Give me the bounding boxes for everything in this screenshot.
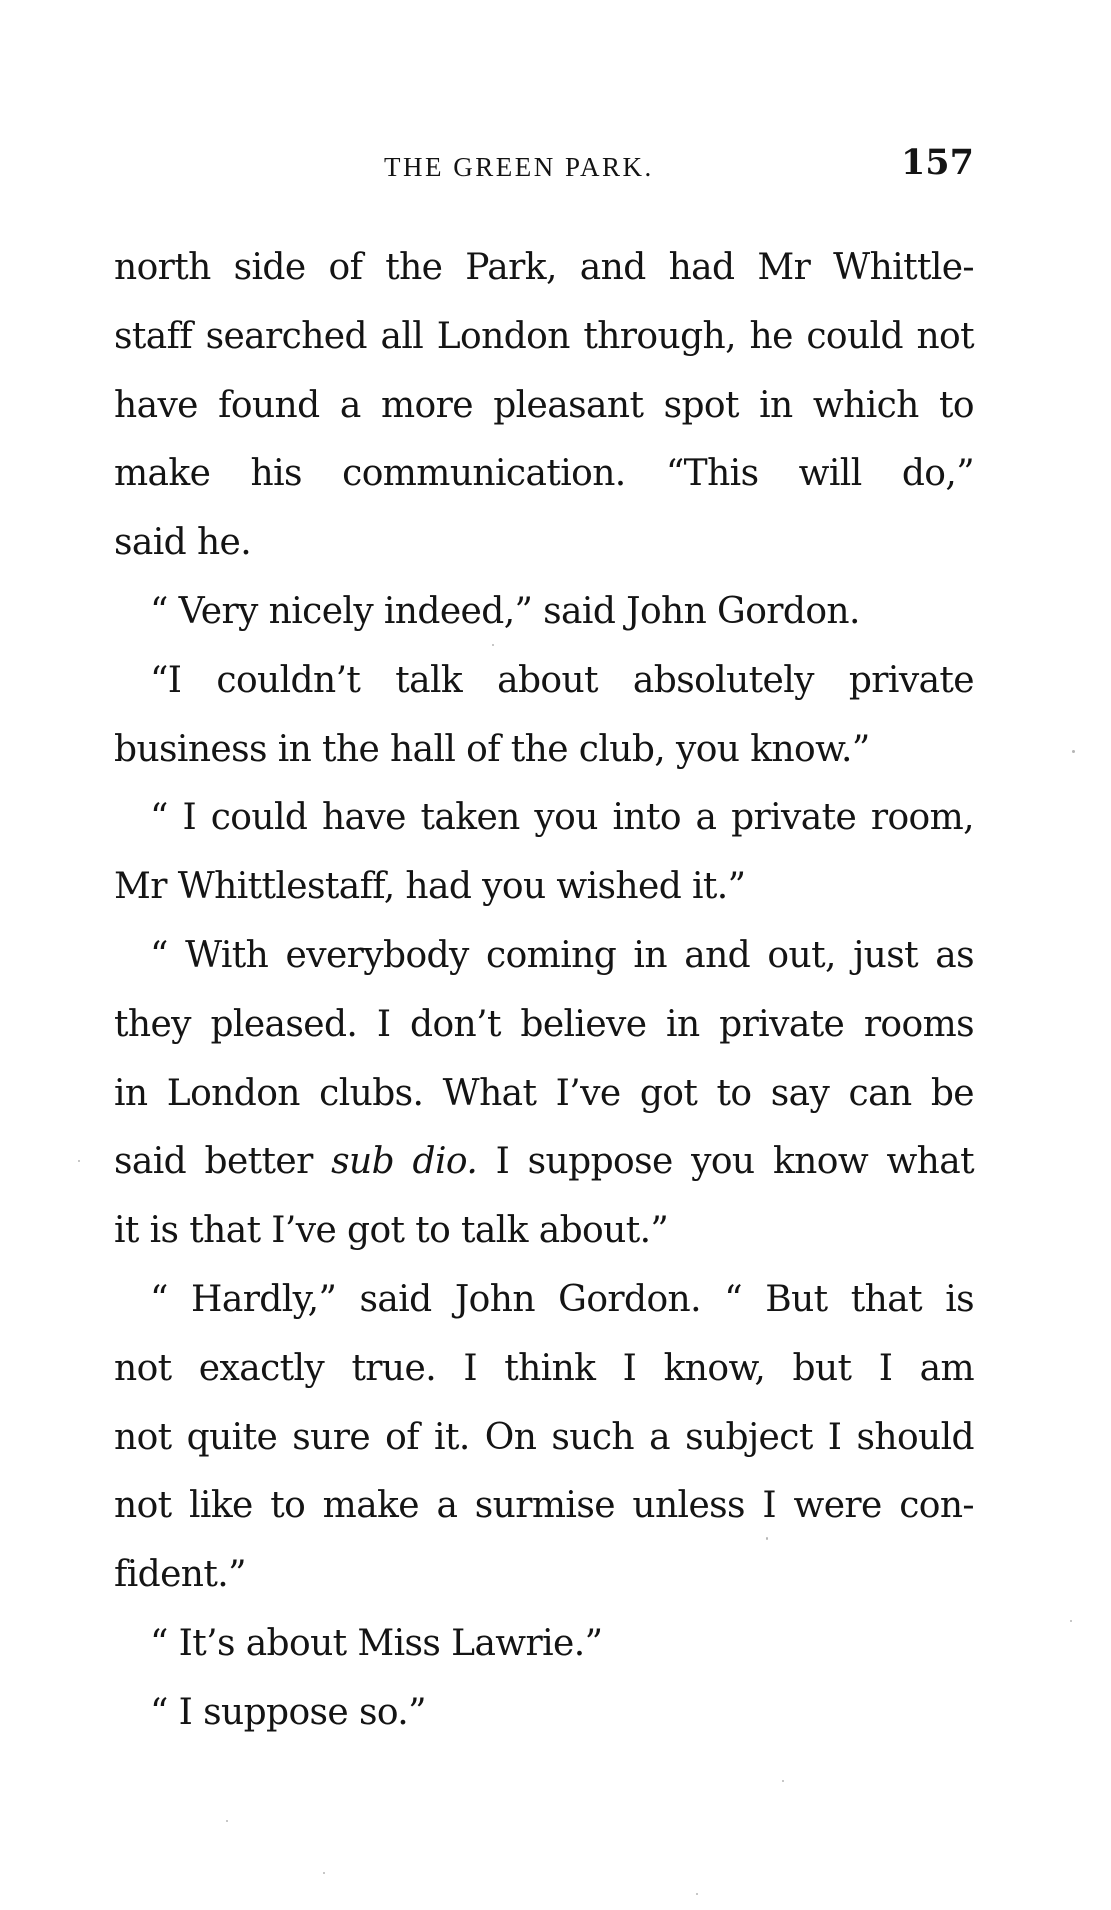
text-line bbox=[114, 716, 974, 785]
text-run: make his communication. “This will do,” bbox=[114, 453, 974, 495]
text-line bbox=[114, 578, 974, 647]
text-line bbox=[114, 509, 974, 578]
text-run: “ Hardly,” said John Gordon. “ But that is bbox=[150, 1278, 974, 1320]
text-run: Mr Whittlestaff, had you wished it.” bbox=[114, 866, 746, 908]
text-run: not quite sure of it. On such a subject I should bbox=[114, 1416, 974, 1458]
text-run: staff searched all London through, he could not bbox=[114, 315, 974, 357]
text-run: “ I could have taken you into a private room, bbox=[150, 797, 974, 839]
text-run: have found a more pleasant spot in which to bbox=[114, 384, 974, 426]
text-run: “ With everybody coming in and out, just as bbox=[150, 934, 974, 976]
text-run: not like to make a surmise unless I were con- bbox=[114, 1485, 974, 1527]
text-run: said better bbox=[114, 1141, 332, 1183]
paper-speck bbox=[78, 1160, 80, 1162]
text-line bbox=[114, 1404, 974, 1473]
text-line bbox=[114, 991, 974, 1060]
text-line bbox=[114, 922, 974, 991]
paper-speck bbox=[696, 1893, 698, 1895]
text-line bbox=[114, 1541, 974, 1610]
text-run: I suppose you know what bbox=[477, 1141, 974, 1183]
text-line bbox=[114, 1610, 974, 1679]
text-line bbox=[114, 853, 974, 922]
text-run: not exactly true. I think I know, but I am bbox=[114, 1347, 974, 1389]
body-text bbox=[114, 234, 974, 1748]
text-run: “ It’s about Miss Lawrie.” bbox=[150, 1622, 603, 1664]
text-line bbox=[114, 647, 974, 716]
text-line bbox=[114, 1060, 974, 1129]
page-number: 157 bbox=[900, 142, 974, 183]
text-run: “ Very nicely indeed,” said John Gordon. bbox=[150, 590, 860, 632]
text-line bbox=[114, 784, 974, 853]
text-line bbox=[114, 440, 974, 509]
text-line bbox=[114, 1679, 974, 1748]
text-line bbox=[114, 1128, 974, 1197]
paper-speck bbox=[323, 1872, 325, 1874]
italic-phrase: sub dio. bbox=[331, 1141, 478, 1183]
text-run: in London clubs. What I’ve got to say can be bbox=[114, 1072, 974, 1114]
text-line bbox=[114, 1266, 974, 1335]
text-line bbox=[114, 1335, 974, 1404]
text-line bbox=[114, 1197, 974, 1266]
text-run: said he. bbox=[114, 522, 252, 564]
text-line bbox=[114, 303, 974, 372]
running-title: THE GREEN PARK. bbox=[384, 152, 654, 182]
paper-speck bbox=[1070, 1620, 1072, 1622]
text-run: north side of the Park, and had Mr Whittle- bbox=[114, 247, 974, 288]
text-run: business in the hall of the club, you know.” bbox=[114, 728, 870, 770]
text-run: “I couldn’t talk about absolutely private bbox=[150, 659, 974, 701]
text-line bbox=[114, 1472, 974, 1541]
text-run: “ I suppose so.” bbox=[150, 1691, 426, 1733]
paper-speck bbox=[766, 1537, 768, 1540]
text-run: fident.” bbox=[114, 1554, 246, 1596]
paper-speck bbox=[1072, 750, 1075, 753]
text-line bbox=[114, 372, 974, 441]
running-head bbox=[114, 140, 974, 188]
text-run: they pleased. I don’t believe in private rooms bbox=[114, 1003, 974, 1045]
text-line bbox=[114, 234, 974, 303]
paper-speck bbox=[226, 1820, 228, 1822]
paper-speck bbox=[782, 1780, 784, 1782]
text-run: it is that I’ve got to talk about.” bbox=[114, 1210, 669, 1252]
paper-speck bbox=[492, 644, 494, 646]
